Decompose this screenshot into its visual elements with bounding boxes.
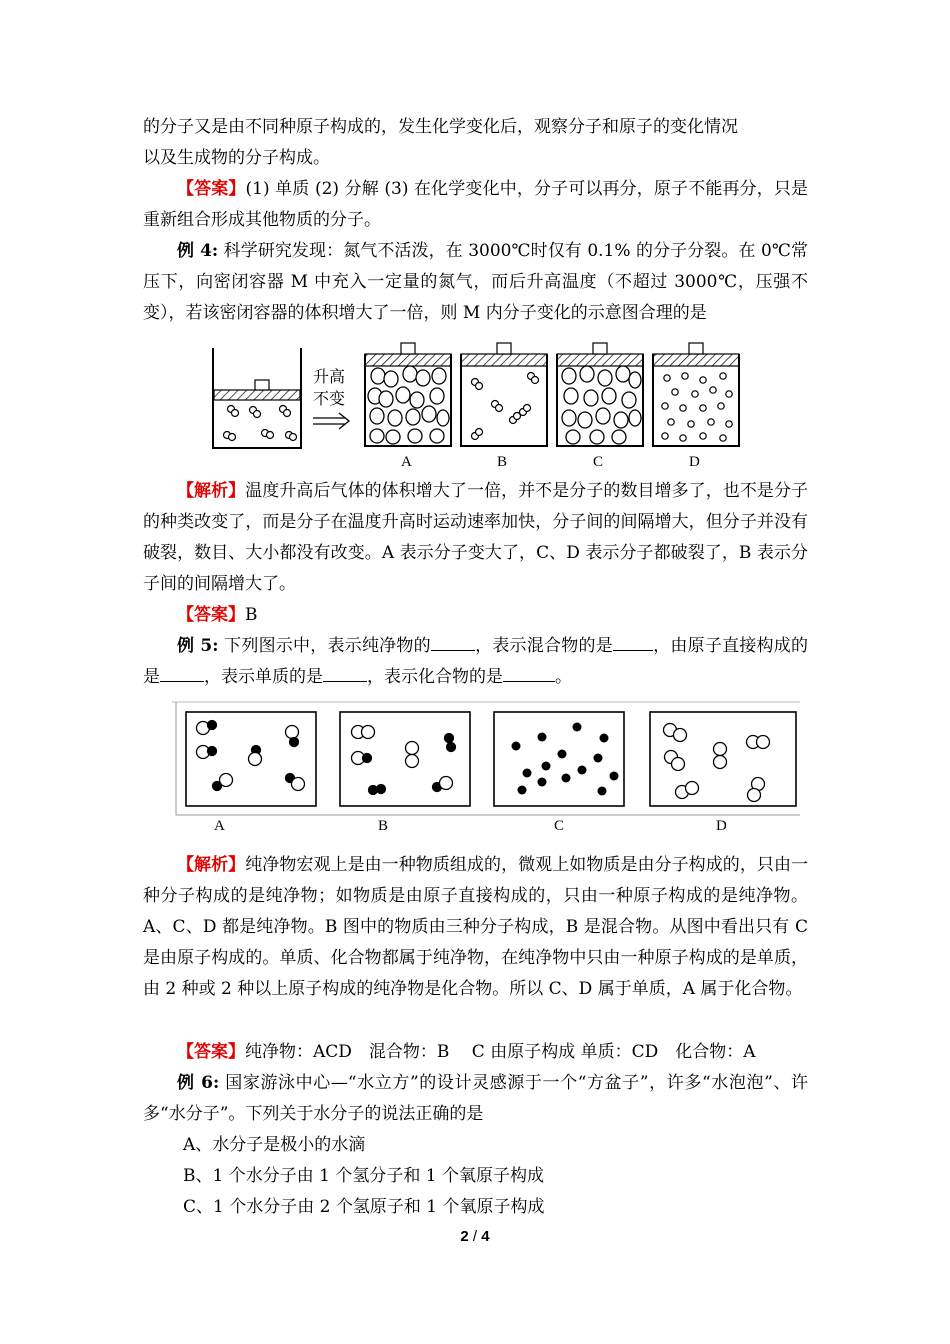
- arrow-symbol: [313, 367, 349, 429]
- analysis-tag: 【解析】: [177, 481, 246, 501]
- option-d-label: D: [716, 818, 727, 834]
- total-pages: 4: [481, 1228, 490, 1245]
- example-4-answer: [143, 600, 808, 631]
- blank-pure[interactable]: [431, 632, 475, 651]
- example-5-question: 例 5: 下列图示中，表示纯净物的 ，表示混合物的是 ，由原子直接构成的是 ，表示单质的是 ，表示化合物的是 。: [143, 631, 808, 693]
- example-4-label: 例 4:: [177, 241, 219, 261]
- option-c: C、1 个水分子由 2 个氢原子和 1 个氧原子构成: [183, 1197, 545, 1217]
- svg-text:升高: 升高: [313, 367, 346, 386]
- initial-container: [213, 348, 301, 448]
- blank-atoms[interactable]: [160, 663, 204, 682]
- intro-line-2: 以及生成物的分子构成。: [143, 148, 330, 168]
- option-a-label: A: [401, 454, 412, 470]
- example-4-answer-text: B: [245, 605, 258, 625]
- current-page: 2: [460, 1228, 469, 1245]
- option-b-box: [340, 712, 470, 834]
- example-5-answer: [143, 1037, 808, 1068]
- option-b: B、1 个水分子由 1 个氢分子和 1 个氧原子构成: [183, 1166, 544, 1186]
- example-4-text: 科学研究发现：氮气不活泼，在 3000℃时仅有 0.1% 的分子分裂。在 0℃常压下，向密闭容器 M 中充入一定量的氮气，而后升高温度（不超过 3000℃，压强不变），若该密闭容器的体积增大了一倍，则 M 内分子变化的示意图合理的是: [143, 241, 808, 323]
- option-d-box: [650, 712, 796, 834]
- example-5-figure: [170, 700, 802, 835]
- answer-tag: 【答案】: [177, 179, 246, 199]
- option-a-label: A: [214, 818, 225, 834]
- option-d-container: [653, 343, 739, 470]
- option-b-container: [461, 343, 547, 470]
- option-b-label: B: [378, 818, 389, 834]
- example-6-question: [143, 1068, 808, 1130]
- example-5-analysis: [143, 850, 808, 1005]
- answer-tag: 【答案】: [177, 605, 245, 625]
- svg-text:不变: 不变: [313, 389, 346, 408]
- answer-3-text: (1) 单质 (2) 分解 (3) 在化学变化中，分子可以再分，原子不能再分，只是重新组合形成其他物质的分子。: [143, 179, 808, 230]
- example-6-label: 例 6:: [177, 1073, 220, 1093]
- option-a: A、水分子是极小的水滴: [183, 1135, 366, 1155]
- option-c-container: [557, 343, 643, 470]
- example-4-analysis: [143, 476, 808, 600]
- example-4-question: [143, 236, 808, 329]
- option-b-label: B: [497, 454, 508, 470]
- example-6-text: 国家游泳中心—“水立方”的设计灵感源于一个“方盆子”，许多“水泡泡”、许多“水分子”。下列关于水分子的说法正确的是: [143, 1073, 808, 1124]
- option-d-label: D: [689, 454, 700, 470]
- option-a-box: [186, 712, 316, 834]
- example-4-analysis-text: 温度升高后气体的体积增大了一倍，并不是分子的数目增多了，也不是分子的种类改变了，而是分子在温度升高时运动速率加快，分子间的间隔增大，但分子并没有破裂，数目、大小都没有改变。A 表示分子变大了，C、D 表示分子都破裂了，B 表示分子间的间隔增大了。: [143, 481, 809, 594]
- example-4-figure: [205, 338, 755, 470]
- option-c-box: [494, 712, 624, 834]
- blank-element[interactable]: [323, 663, 367, 682]
- option-a-container: [365, 343, 451, 470]
- answer-tag: 【答案】: [177, 1042, 245, 1062]
- intro-line-1: 的分子又是由不同种原子构成的，发生化学变化后，观察分子和原子的变化情况: [143, 117, 738, 137]
- page-number: 2 / 4: [460, 1228, 490, 1245]
- example-5-answer-text: 纯净物：ACD 混合物：B C 由原子构成 单质：CD 化合物：A: [245, 1042, 756, 1062]
- example-5-analysis-text: 纯净物宏观上是由一种物质组成的，微观上如物质是由分子构成的，只由一种分子构成的是纯净物；如物质是由原子直接构成的，只由一种原子构成的是纯净物。A、C、D 都是纯净物。B 图中的物质由三种分子构成，B 是混合物。从图中看出只有 C 是由原子构成的。单质、化合物都属于纯净物，在纯净物中只由一种原子构成的是单质，由 2 种或 2 种以上原子构成的纯净物是化合物。所以 C、D 属于单质，A 属于化合物。: [143, 855, 809, 999]
- option-c-label: C: [554, 818, 565, 834]
- example-5-label: 例 5:: [177, 636, 219, 656]
- blank-mixture[interactable]: [613, 632, 653, 651]
- intro-paragraph: [143, 112, 808, 174]
- analysis-tag: 【解析】: [177, 855, 246, 875]
- option-c-label: C: [593, 454, 604, 470]
- blank-compound[interactable]: [503, 663, 555, 682]
- answer-3-paragraph: [143, 174, 808, 236]
